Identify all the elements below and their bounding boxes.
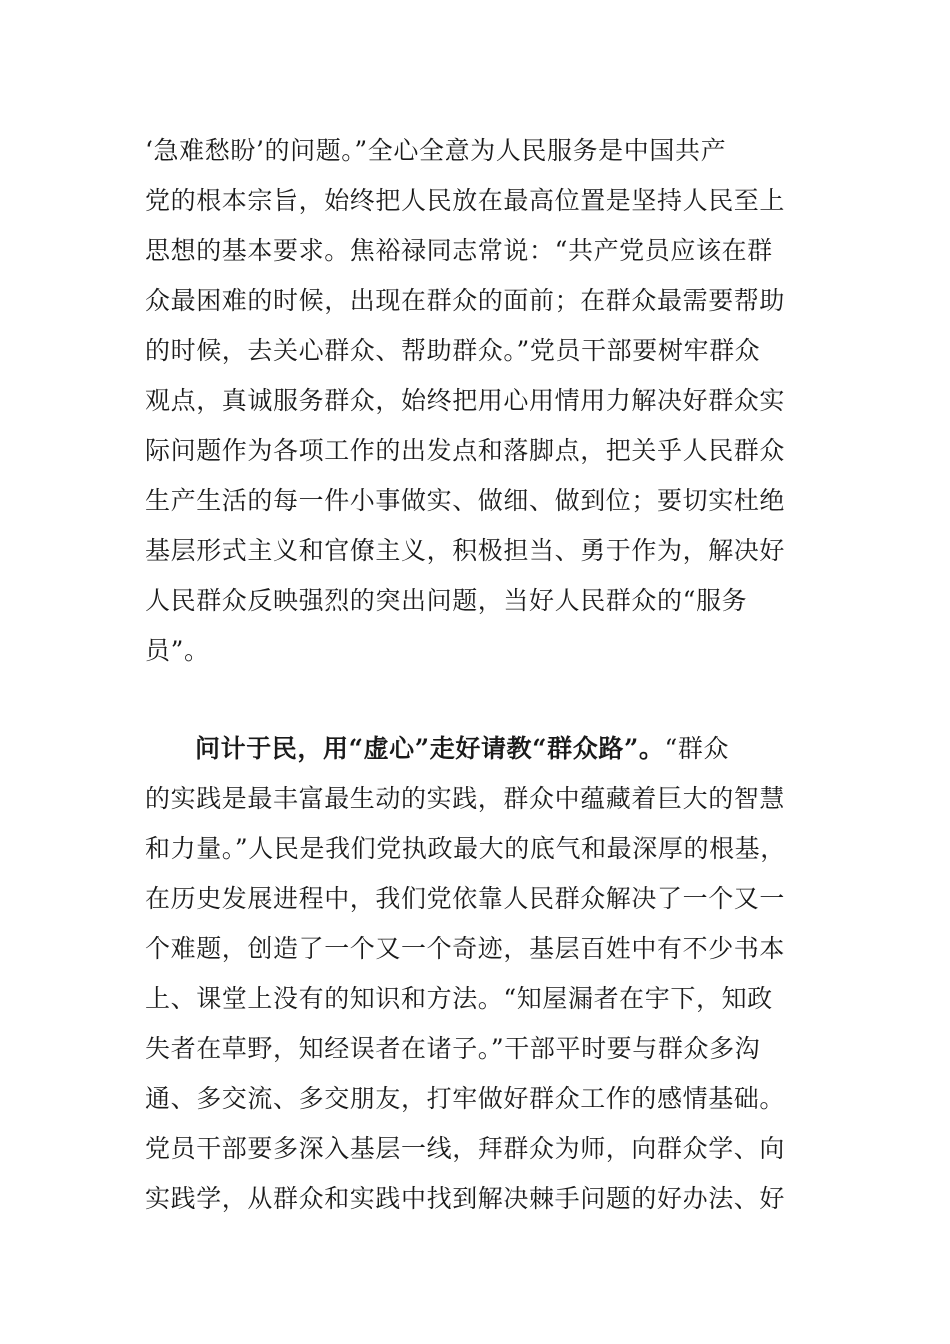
paragraph-line: 观点，真诚服务群众，始终把用心用情用力解决好群众实 xyxy=(145,386,786,415)
paragraph-line: 通、多交流、多交朋友，打牢做好群众工作的感情基础。 xyxy=(145,1084,786,1113)
paragraph-line: 基层形式主义和官僚主义，积极担当、勇于作为，解决好 xyxy=(145,536,786,565)
paragraph-line: 际问题作为各项工作的出发点和落脚点，把关乎人民群众 xyxy=(145,436,786,465)
paragraph-line: 的时候，去关心群众、帮助群众。”党员干部要树牢群众 xyxy=(145,336,761,365)
paragraph-line: 个难题，创造了一个又一个奇迹，基层百姓中有不少书本 xyxy=(145,934,786,963)
paragraph-line: 的实践是最丰富最生动的实践，群众中蕴藏着巨大的智慧 xyxy=(145,784,786,813)
paragraph-first-line-text: “群众 xyxy=(664,734,730,763)
paragraph-line: 众最困难的时候，出现在群众的面前；在群众最需要帮助 xyxy=(145,286,786,315)
paragraph-line: 思想的基本要求。焦裕禄同志常说：“共产党员应该在群 xyxy=(145,236,773,265)
paragraph-line: 在历史发展进程中，我们党依靠人民群众解决了一个又一 xyxy=(145,884,786,913)
paragraph-line: 上、课堂上没有的知识和方法。“知屋漏者在宇下，知政 xyxy=(145,984,773,1013)
paragraph-line: 实践学，从群众和实践中找到解决棘手问题的好办法、好 xyxy=(145,1184,786,1213)
paragraph-line: 党的根本宗旨，始终把人民放在最高位置是坚持人民至上 xyxy=(145,186,786,215)
paragraph-line: 失者在草野，知经误者在诸子。”干部平时要与群众多沟 xyxy=(145,1034,761,1063)
paragraph-line: 人民群众反映强烈的突出问题，当好人民群众的“服务 xyxy=(145,586,748,615)
paragraph-first-line xyxy=(195,732,729,766)
paragraph-line: 员”。 xyxy=(145,636,210,665)
paragraph-line: 党员干部要多深入基层一线，拜群众为师，向群众学、向 xyxy=(145,1134,786,1163)
paragraph-line: ‘急难愁盼’的问题。”全心全意为人民服务是中国共产 xyxy=(145,136,727,165)
paragraph-line: 和力量。”人民是我们党执政最大的底气和最深厚的根基， xyxy=(145,834,786,863)
paragraph-line: 生产生活的每一件小事做实、做细、做到位；要切实杜绝 xyxy=(145,486,786,515)
paragraph-heading: 问计于民，用“虚心”走好请教“群众路”。 xyxy=(195,734,665,763)
